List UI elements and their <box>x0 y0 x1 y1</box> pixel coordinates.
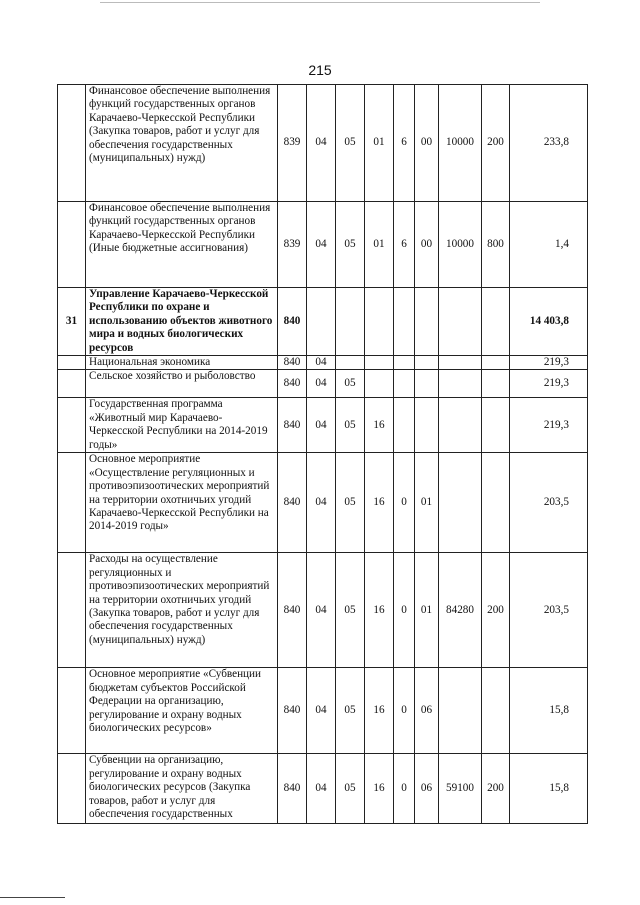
cell-c5: 6 <box>394 85 415 202</box>
cell-c7 <box>439 398 482 453</box>
cell-sum: 219,3 <box>510 356 588 370</box>
cell-c8 <box>482 398 510 453</box>
scan-edge-line <box>100 2 540 3</box>
cell-c8: 200 <box>482 85 510 202</box>
cell-c2: 04 <box>307 202 336 288</box>
cell-c8 <box>482 288 510 356</box>
cell-c5: 0 <box>394 754 415 824</box>
cell-c1: 840 <box>278 754 307 824</box>
cell-c8: 200 <box>482 553 510 668</box>
cell-desc: Основное мероприятие «Осуществление регуляционных и противоэпизоотических мероприятий на территории охотничьих угодий Карачаево-Черкесской Республики на 2014-2019 годы» <box>86 453 278 553</box>
footer-line <box>0 897 65 898</box>
cell-c5: 0 <box>394 668 415 754</box>
cell-sum: 233,8 <box>510 85 588 202</box>
cell-c7 <box>439 370 482 398</box>
cell-c5: 0 <box>394 453 415 553</box>
table-row <box>58 553 588 668</box>
cell-c7 <box>439 356 482 370</box>
cell-c6 <box>415 370 439 398</box>
cell-c1: 840 <box>278 370 307 398</box>
cell-c8 <box>482 356 510 370</box>
cell-desc: Управление Карачаево-Черкесской Республики по охране и использованию объектов животного мира и водных биологических ресурсов <box>86 288 278 356</box>
cell-num <box>58 754 86 824</box>
cell-desc: Основное мероприятие «Субвенции бюджетам субъектов Российской Федерации на организацию, регулирование и охрану водных биологических ресурсов» <box>86 668 278 754</box>
cell-c6: 01 <box>415 453 439 553</box>
cell-c3: 05 <box>336 202 365 288</box>
cell-c3: 05 <box>336 453 365 553</box>
cell-c6: 06 <box>415 668 439 754</box>
cell-c1: 839 <box>278 85 307 202</box>
cell-c7: 10000 <box>439 202 482 288</box>
cell-sum: 15,8 <box>510 754 588 824</box>
cell-c4: 01 <box>365 202 394 288</box>
cell-c3: 05 <box>336 398 365 453</box>
cell-c7: 59100 <box>439 754 482 824</box>
cell-c4: 16 <box>365 553 394 668</box>
cell-c4 <box>365 288 394 356</box>
cell-c4: 16 <box>365 453 394 553</box>
cell-c2: 04 <box>307 754 336 824</box>
cell-c2: 04 <box>307 370 336 398</box>
cell-c4: 16 <box>365 398 394 453</box>
cell-c8 <box>482 453 510 553</box>
cell-c1: 840 <box>278 553 307 668</box>
cell-c7: 84280 <box>439 553 482 668</box>
cell-num <box>58 202 86 288</box>
cell-desc: Национальная экономика <box>86 356 278 370</box>
cell-c2: 04 <box>307 85 336 202</box>
cell-desc: Сельское хозяйство и рыболовство <box>86 370 278 398</box>
table-row <box>58 398 588 453</box>
cell-c4: 16 <box>365 754 394 824</box>
cell-c1: 840 <box>278 356 307 370</box>
cell-c1: 840 <box>278 288 307 356</box>
cell-c4 <box>365 356 394 370</box>
cell-sum: 203,5 <box>510 453 588 553</box>
cell-c5 <box>394 398 415 453</box>
cell-desc: Субвенции на организацию, регулирование и охрану водных биологических ресурсов (Закупка товаров, работ и услуг для обеспечения государственных <box>86 754 278 824</box>
cell-desc: Финансовое обеспечение выполнения функций государственных органов Карачаево-Черкесской Республики (Закупка товаров, работ и услуг для обеспечения государственных (муниципальных) нужд) <box>86 85 278 202</box>
cell-c7: 10000 <box>439 85 482 202</box>
cell-c2: 04 <box>307 668 336 754</box>
table-row <box>58 370 588 398</box>
cell-c3: 05 <box>336 85 365 202</box>
cell-num <box>58 398 86 453</box>
cell-c1: 840 <box>278 398 307 453</box>
cell-c5 <box>394 288 415 356</box>
table-row <box>58 202 588 288</box>
cell-c6: 06 <box>415 754 439 824</box>
cell-c2: 04 <box>307 398 336 453</box>
cell-c8 <box>482 370 510 398</box>
cell-c1: 839 <box>278 202 307 288</box>
cell-c5: 0 <box>394 553 415 668</box>
cell-c6: 01 <box>415 553 439 668</box>
cell-c6: 00 <box>415 85 439 202</box>
cell-c3 <box>336 288 365 356</box>
cell-c6 <box>415 398 439 453</box>
cell-num: 31 <box>58 288 86 356</box>
table-row <box>58 85 588 202</box>
cell-desc: Расходы на осуществление регуляционных и противоэпизоотических мероприятий на территории охотничьих угодий (Закупка товаров, работ и услуг для обеспечения государственных (муниципальных) нужд) <box>86 553 278 668</box>
cell-c8: 800 <box>482 202 510 288</box>
cell-sum: 219,3 <box>510 398 588 453</box>
cell-num <box>58 553 86 668</box>
cell-sum: 15,8 <box>510 668 588 754</box>
cell-num <box>58 370 86 398</box>
cell-c4: 16 <box>365 668 394 754</box>
cell-desc: Финансовое обеспечение выполнения функций государственных органов Карачаево-Черкесской Республики (Иные бюджетные ассигнования) <box>86 202 278 288</box>
cell-c2 <box>307 288 336 356</box>
cell-c6 <box>415 288 439 356</box>
cell-sum: 14 403,8 <box>510 288 588 356</box>
cell-c7 <box>439 668 482 754</box>
cell-num <box>58 453 86 553</box>
table-row <box>58 754 588 824</box>
table-row <box>58 288 588 356</box>
cell-c3: 05 <box>336 370 365 398</box>
table-row <box>58 668 588 754</box>
table-row <box>58 453 588 553</box>
cell-c4 <box>365 370 394 398</box>
cell-c8: 200 <box>482 754 510 824</box>
cell-c2: 04 <box>307 356 336 370</box>
cell-c2: 04 <box>307 553 336 668</box>
cell-num <box>58 668 86 754</box>
cell-num <box>58 85 86 202</box>
page-number: 215 <box>308 62 332 78</box>
cell-c1: 840 <box>278 453 307 553</box>
cell-sum: 203,5 <box>510 553 588 668</box>
cell-sum: 219,3 <box>510 370 588 398</box>
table-row <box>58 356 588 370</box>
cell-num <box>58 356 86 370</box>
cell-c4: 01 <box>365 85 394 202</box>
cell-c3 <box>336 356 365 370</box>
cell-c3: 05 <box>336 668 365 754</box>
cell-c7 <box>439 453 482 553</box>
cell-c8 <box>482 668 510 754</box>
cell-sum: 1,4 <box>510 202 588 288</box>
budget-table <box>57 84 588 824</box>
cell-c6 <box>415 356 439 370</box>
cell-c6: 00 <box>415 202 439 288</box>
cell-c5 <box>394 356 415 370</box>
cell-c1: 840 <box>278 668 307 754</box>
table-body <box>58 85 588 824</box>
cell-c2: 04 <box>307 453 336 553</box>
cell-desc: Государственная программа «Животный мир Карачаево-Черкесской Республики на 2014-2019 годы» <box>86 398 278 453</box>
cell-c7 <box>439 288 482 356</box>
cell-c5: 6 <box>394 202 415 288</box>
cell-c5 <box>394 370 415 398</box>
cell-c3: 05 <box>336 553 365 668</box>
cell-c3: 05 <box>336 754 365 824</box>
